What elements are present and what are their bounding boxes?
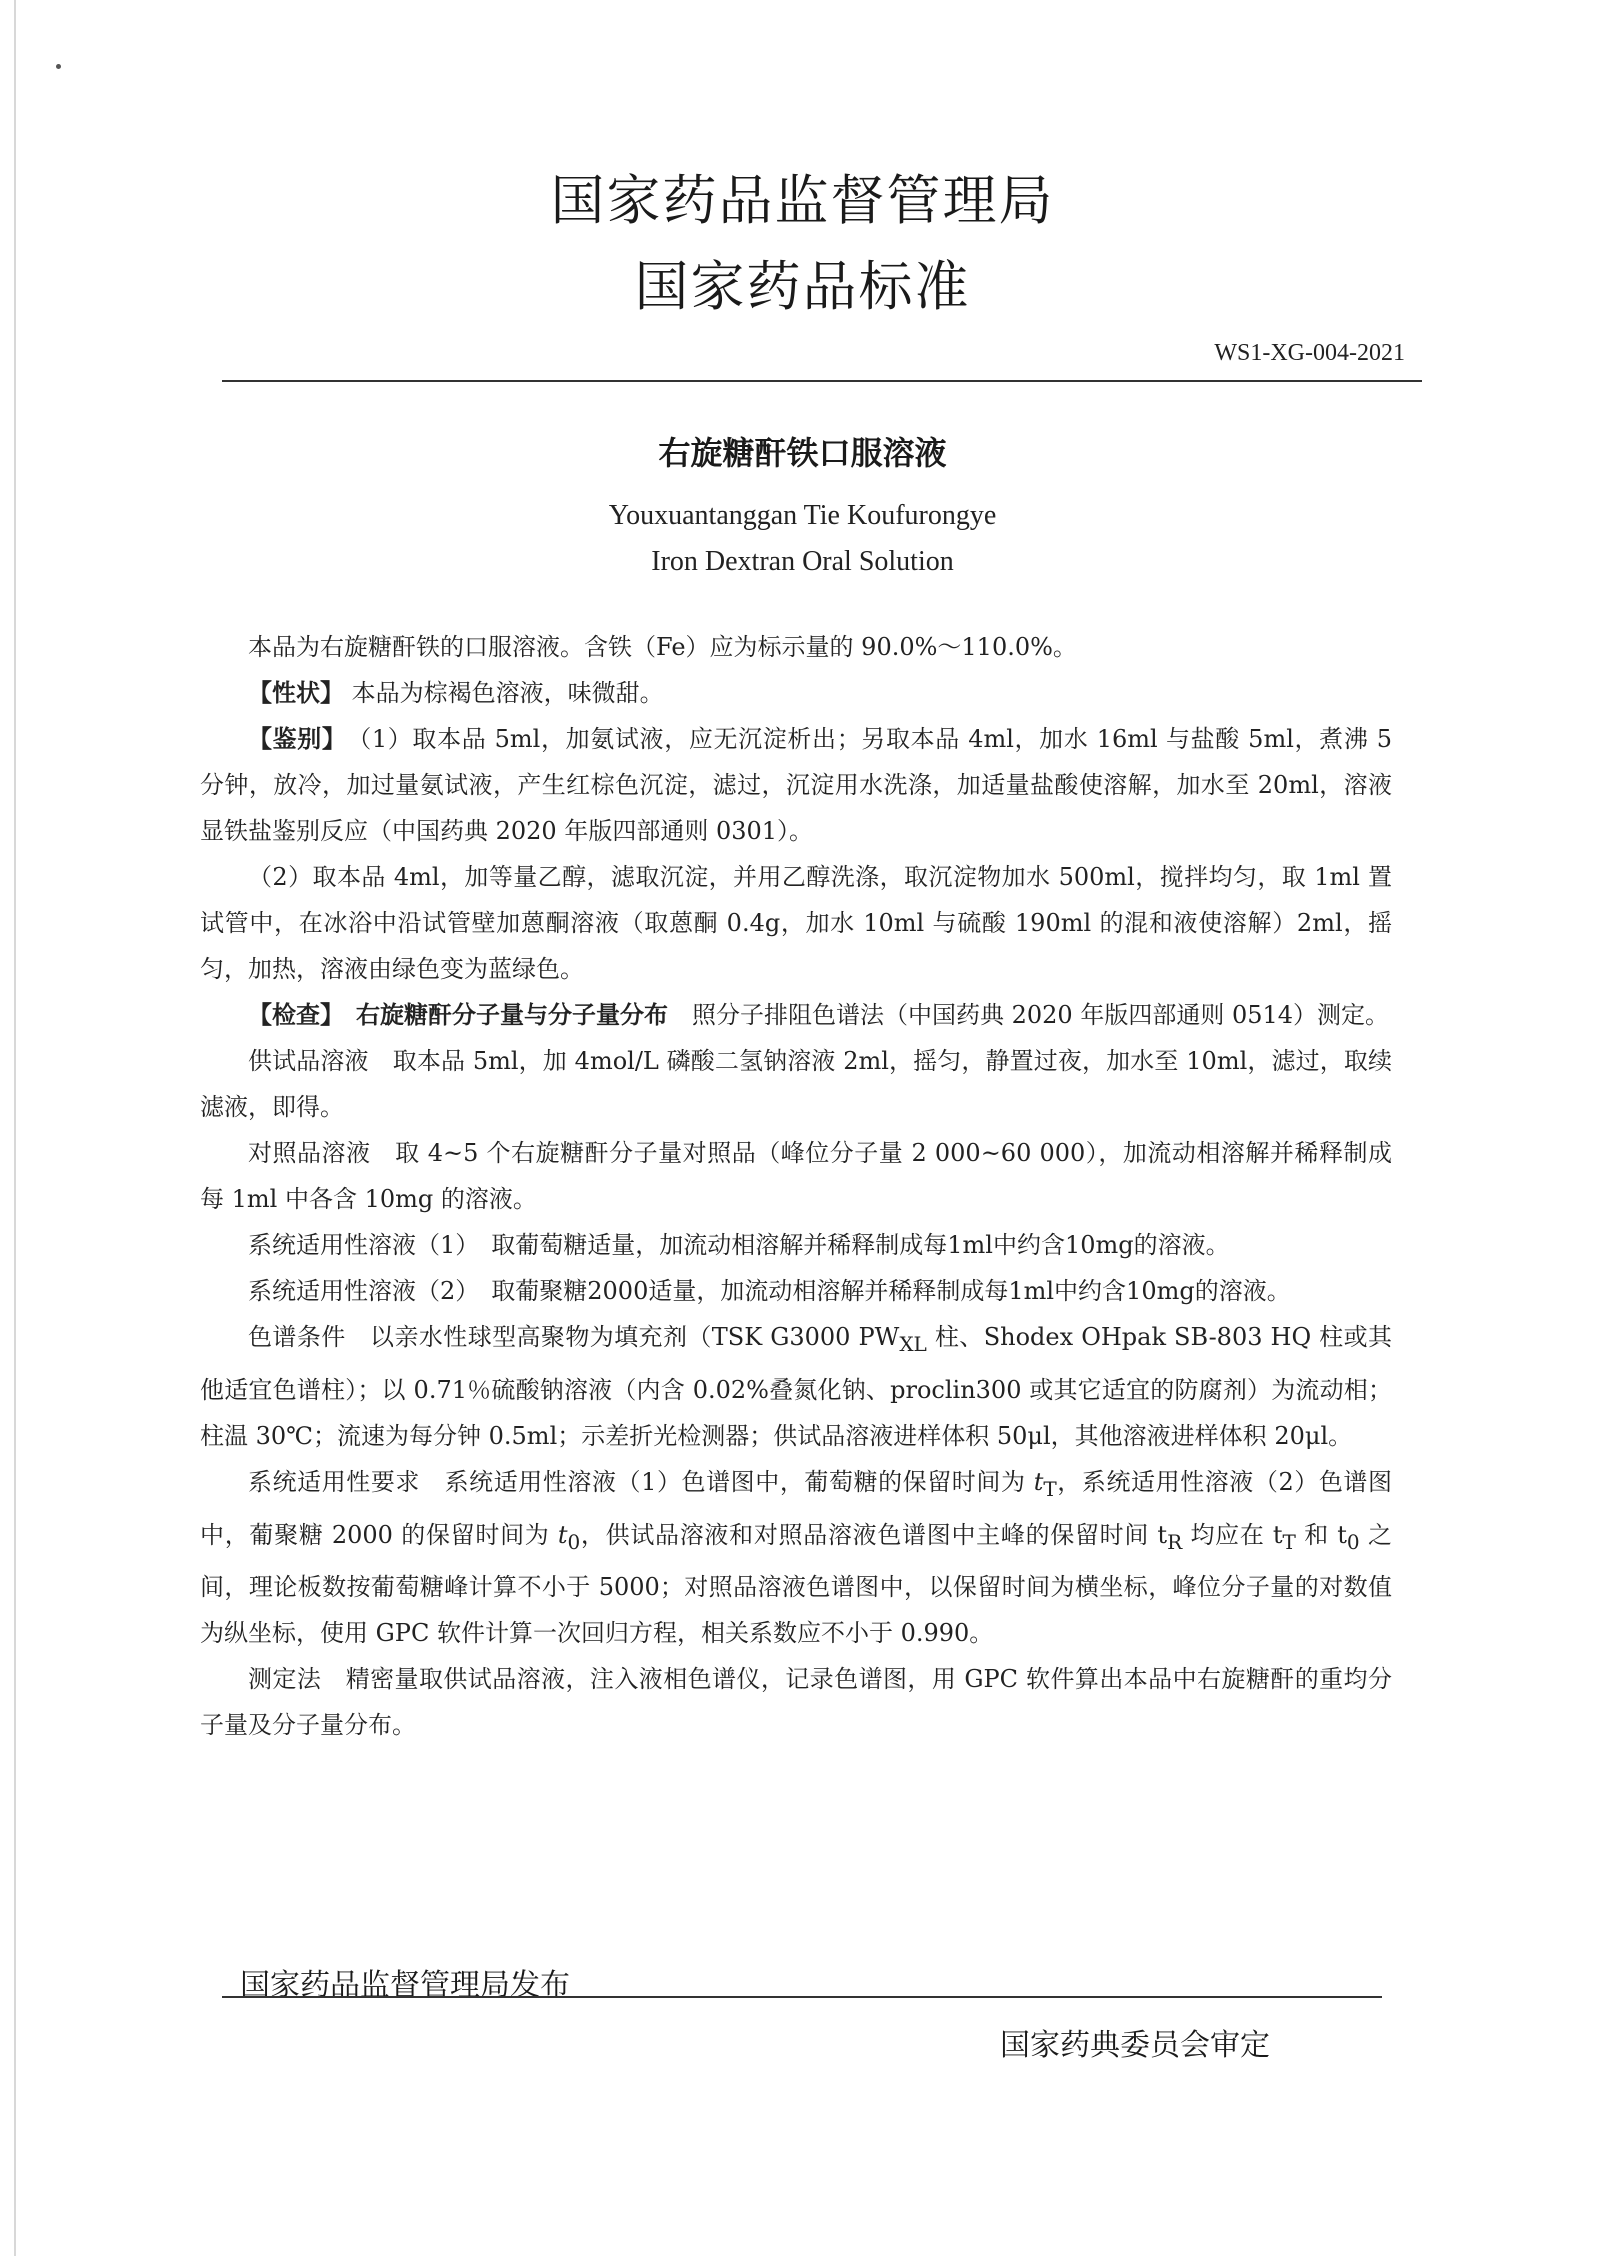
yaoqiu-text-5: 和 t [1295,1520,1347,1549]
sepu-paragraph [200,1314,1392,1459]
header-rule [222,380,1422,382]
ceding-paragraph: 测定法 精密量取供试品溶液，注入液相色谱仪，记录色谱图，用 GPC 软件算出本品中右旋糖酐的重均分子量及分子量分布。 [200,1665,1392,1740]
title-english: Iron Dextran Oral Solution [651,546,954,577]
symbol-t0-sub: 0 [567,1529,581,1554]
symbol-tR-sub: R [1167,1529,1183,1554]
xitong2-paragraph: 系统适用性溶液（2） 取葡聚糖2000适量，加流动相溶解并稀释制成每1ml中约含10mg的溶液。 [248,1277,1291,1305]
symbol-t02-sub: 0 [1346,1529,1360,1554]
sepu-subscript: XL [899,1331,927,1356]
symbol-t-sub-T: T [1043,1476,1057,1501]
xitong1-paragraph: 系统适用性溶液（1） 取葡萄糖适量，加流动相溶解并稀释制成每1ml中约含10mg的溶液。 [248,1231,1230,1259]
standard-code: WS1-XG-004-2021 [1214,340,1405,366]
issuer-footer: 国家药品监督管理局发布 [240,1968,570,2003]
agency-heading: 国家药品监督管理局 [550,169,1055,232]
yaoqiu-paragraph [200,1459,1392,1657]
jiancha-text: 照分子排阻色谱法（中国药典 2020 年版四部通则 0514）测定。 [692,1001,1390,1029]
jianbie-text-1: （1）取本品 5ml，加氨试液，应无沉淀析出；另取本品 4ml，加水 16ml 与盐酸 5ml，煮沸 5 分钟，放冷，加过量氨试液，产生红棕色沉淀，滤过，沉淀用水洗涤，加适量盐酸使溶解，加水至 20ml，溶液显铁盐鉴别反应（中国药典 2020 年版四部通则 0301）。 [200,725,1393,845]
scan-speck [56,64,61,69]
title-chinese: 右旋糖酐铁口服溶液 [658,434,947,472]
jianbie-paragraph-2: （2）取本品 4ml，加等量乙醇，滤取沉淀，并用乙醇洗涤，取沉淀物加水 500ml，搅拌均匀，取 1ml 置试管中，在冰浴中沿试管壁加蒽酮溶液（取蒽酮 0.4g，加水 10ml 与硫酸 190ml 的混和液使溶解）2ml，摇匀，加热，溶液由绿色变为蓝绿色。 [200,863,1392,983]
xingzhuang-tag: 【性状】 [248,679,344,707]
xingzhuang-text: 本品为棕褐色溶液，味微甜。 [351,679,664,707]
symbol-t0-base: t [557,1520,568,1549]
reviewer-footer: 国家药典委员会审定 [1000,2028,1270,2063]
jiancha-paragraph [200,992,1392,1038]
yaoqiu-text-3: ，供试品溶液和对照品溶液色谱图中主峰的保留时间 t [580,1520,1168,1549]
standard-heading: 国家药品标准 [634,255,971,318]
monograph-body [200,624,1392,1748]
jiancha-subhead: 右旋糖酐分子量与分子量分布 [356,1001,668,1029]
gongshi-paragraph: 供试品溶液 取本品 5ml，加 4mol/L 磷酸二氢钠溶液 2ml，摇匀，静置过夜，加水至 10ml，滤过，取续滤液，即得。 [200,1047,1392,1121]
symbol-t-base: t [1033,1467,1044,1496]
duizhao-paragraph: 对照品溶液 取 4~5 个右旋糖酐分子量对照品（峰位分子量 2 000~60 000），加流动相溶解并稀释制成每 1ml 中各含 10mg 的溶液。 [200,1139,1392,1213]
intro-paragraph: 本品为右旋糖酐铁的口服溶液。含铁（Fe）应为标示量的 90.0%～110.0%。 [248,633,1077,661]
yaoqiu-text-6: 之间，理论板数按葡萄糖峰计算不小于 5000；对照品溶液色谱图中，以保留时间为横坐标，峰位分子量的对数值为纵坐标，使用 GPC 软件计算一次回归方程，相关系数应不小于 0.990。 [200,1520,1392,1648]
title-pinyin: Youxuantanggan Tie Koufurongye [608,500,997,531]
scan-edge-line [14,0,16,2256]
jianbie-paragraph-1 [200,716,1392,854]
jiancha-tag: 【检查】 [248,1001,332,1029]
yaoqiu-text-1: 系统适用性要求 系统适用性溶液（1）色谱图中，葡萄糖的保留时间为 [248,1467,1034,1496]
yaoqiu-text-2: ，系统适用性溶液（2）色谱图中，葡聚糖 2000 的保留时间为 [200,1467,1392,1549]
yaoqiu-text-4: 均应在 t [1182,1520,1283,1549]
sepu-text-b: 柱、Shodex OHpak SB-803 HQ 柱或其他适宜色谱柱）；以 0.71％硫酸钠溶液（内含 0.02%叠氮化钠、proclin300 或其它适宜的防腐剂）为流动相；柱温 30℃；流速为每分钟 0.5ml；示差折光检测器；供试品溶液进样体积 50μl，其他溶液进样体积 20μl。 [200,1323,1392,1450]
sepu-text-a: 色谱条件 以亲水性球型高聚物为填充剂（TSK G3000 PW [248,1323,900,1351]
footer-rule [222,1996,1382,1998]
jianbie-tag: 【鉴别】 [248,725,335,753]
xingzhuang-paragraph [200,670,1392,716]
symbol-tT2-sub: T [1282,1529,1296,1554]
